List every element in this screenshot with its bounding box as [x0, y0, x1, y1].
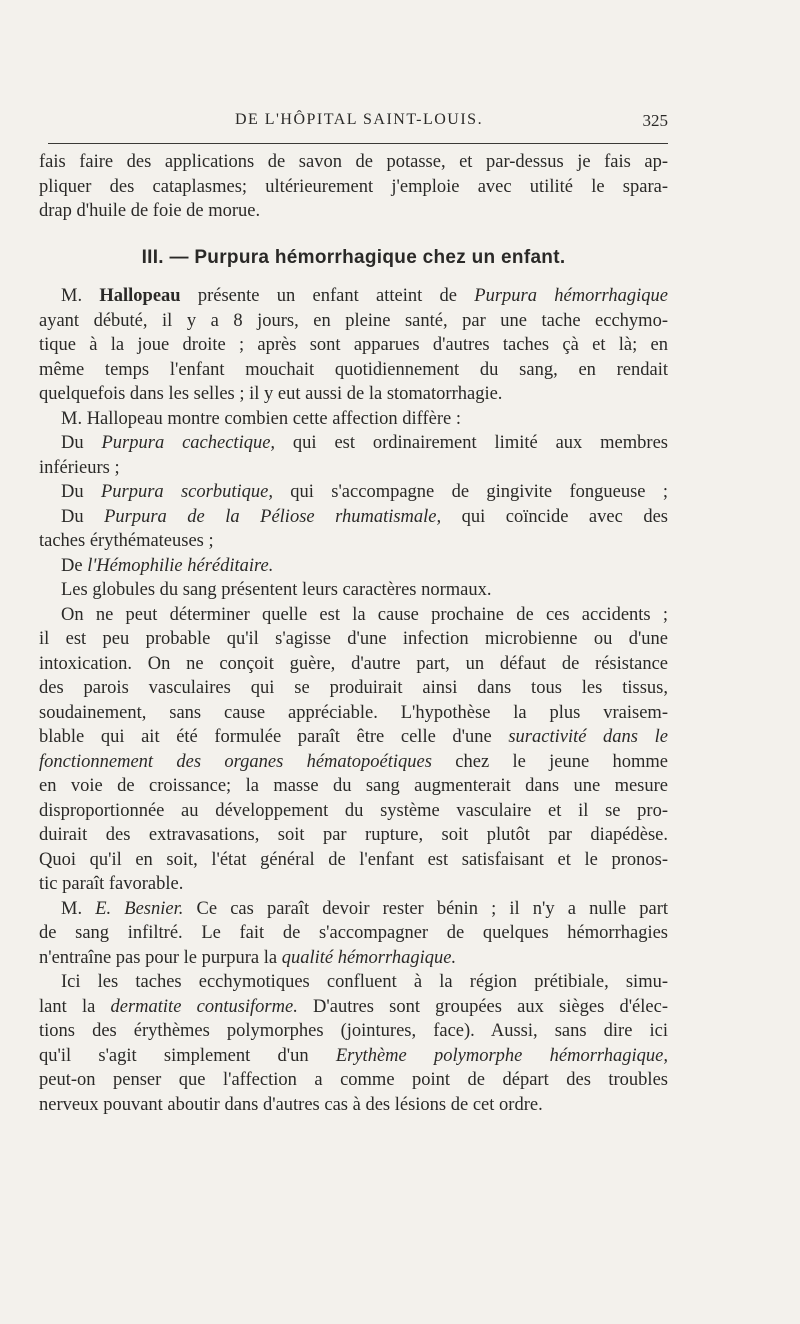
page-header	[50, 105, 668, 135]
text-line: taches érythémateuses ;	[39, 531, 214, 551]
text-line: M. Hallopeau montre combien cette affection diffère :	[61, 408, 461, 429]
text-line: Quoi qu'il en soit, l'état général de l'enfant est satisfaisant et le pronos-	[39, 849, 668, 870]
text-line: nerveux pouvant aboutir dans d'autres cas à des lésions de cet ordre.	[39, 1094, 543, 1115]
text-line: il est peu probable qu'il s'agisse d'une infection microbienne ou d'une	[39, 629, 668, 649]
text-line: Du Purpura cachectique, qui est ordinairement limité aux membres	[61, 433, 668, 453]
text-line: n'entraîne pas pour le purpura la qualité hémorrhagique.	[39, 947, 457, 968]
text-line: fais faire des applications de savon de potasse, et par-dessus je fais ap-	[39, 152, 668, 172]
text-line: lant la dermatite contusiforme. D'autres sont groupées aux sièges d'élec-	[39, 996, 668, 1017]
text-line: Les globules du sang présentent leurs caractères normaux.	[61, 580, 492, 600]
text-line: pliquer des cataplasmes; ultérieurement j'emploie avec utilité le spara-	[39, 176, 668, 197]
text-line: ayant débuté, il y a 8 jours, en pleine santé, par une tache ecchymo-	[39, 310, 668, 331]
header-rule	[48, 143, 668, 144]
text-line: quelquefois dans les selles ; il y eut aussi de la stomatorrhagie.	[39, 384, 503, 404]
text-line: On ne peut déterminer quelle est la cause prochaine de ces accidents ;	[61, 604, 668, 625]
text-line: tions des érythèmes polymorphes (jointures, face). Aussi, sans dire ici	[39, 1021, 668, 1041]
text-line: De l'Hémophilie héréditaire.	[61, 555, 274, 576]
section-heading: III. — Purpura hémorrhagique chez un enfant.	[141, 246, 566, 268]
text-line: soudainement, sans cause appréciable. L'hypothèse la plus vraisem-	[39, 702, 668, 723]
text-line: qu'il s'agit simplement d'un Erythème polymorphe hémorrhagique,	[39, 1045, 668, 1066]
text-line: tique à la joue droite ; après sont apparues d'autres taches çà et là; en	[39, 335, 668, 355]
text-line: tic paraît favorable.	[39, 874, 184, 894]
text-line: Ici les taches ecchymotiques confluent à la région prétibiale, simu-	[61, 972, 668, 992]
text-line: drap d'huile de foie de morue.	[39, 201, 261, 221]
running-title: DE L'HÔPITAL SAINT-LOUIS.	[234, 111, 484, 128]
text-line: Du Purpura de la Péliose rhumatismale, qui coïncide avec des	[61, 506, 668, 527]
text-line: même temps l'enfant mouchait quotidiennement du sang, en rendait	[39, 359, 668, 380]
page-number: 325	[642, 111, 668, 130]
text-line: Du Purpura scorbutique, qui s'accompagne de gingivite fongueuse ;	[61, 482, 668, 502]
text-line: de sang infiltré. Le fait de s'accompagner de quelques hémorrhagies	[39, 923, 668, 943]
page-body	[39, 150, 668, 1117]
text-line: M. E. Besnier. Ce cas paraît devoir rester bénin ; il n'y a nulle part	[61, 898, 668, 919]
text-line: blable qui ait été formulée paraît être celle d'une suractivité dans le	[39, 727, 668, 747]
text-line: fonctionnement des organes hématopoétiques chez le jeune homme	[39, 751, 668, 772]
text-line: intoxication. On ne conçoit guère, d'autre part, un défaut de résistance	[39, 653, 668, 674]
text-line: en voie de croissance; la masse du sang augmenterait dans une mesure	[39, 776, 668, 796]
text-line: des parois vasculaires qui se produirait ainsi dans tous les tissus,	[39, 678, 668, 698]
text-line: peut-on penser que l'affection a comme point de départ des troubles	[39, 1070, 668, 1090]
text-line: disproportionnée au développement du système vasculaire et il se pro-	[39, 800, 668, 821]
text-line: M. Hallopeau présente un enfant atteint de Purpura hémorrhagique	[61, 286, 668, 306]
text-line: duirait des extravasations, soit par rupture, soit plutôt par diapédèse.	[39, 825, 668, 845]
text-line: inférieurs ;	[39, 457, 120, 478]
